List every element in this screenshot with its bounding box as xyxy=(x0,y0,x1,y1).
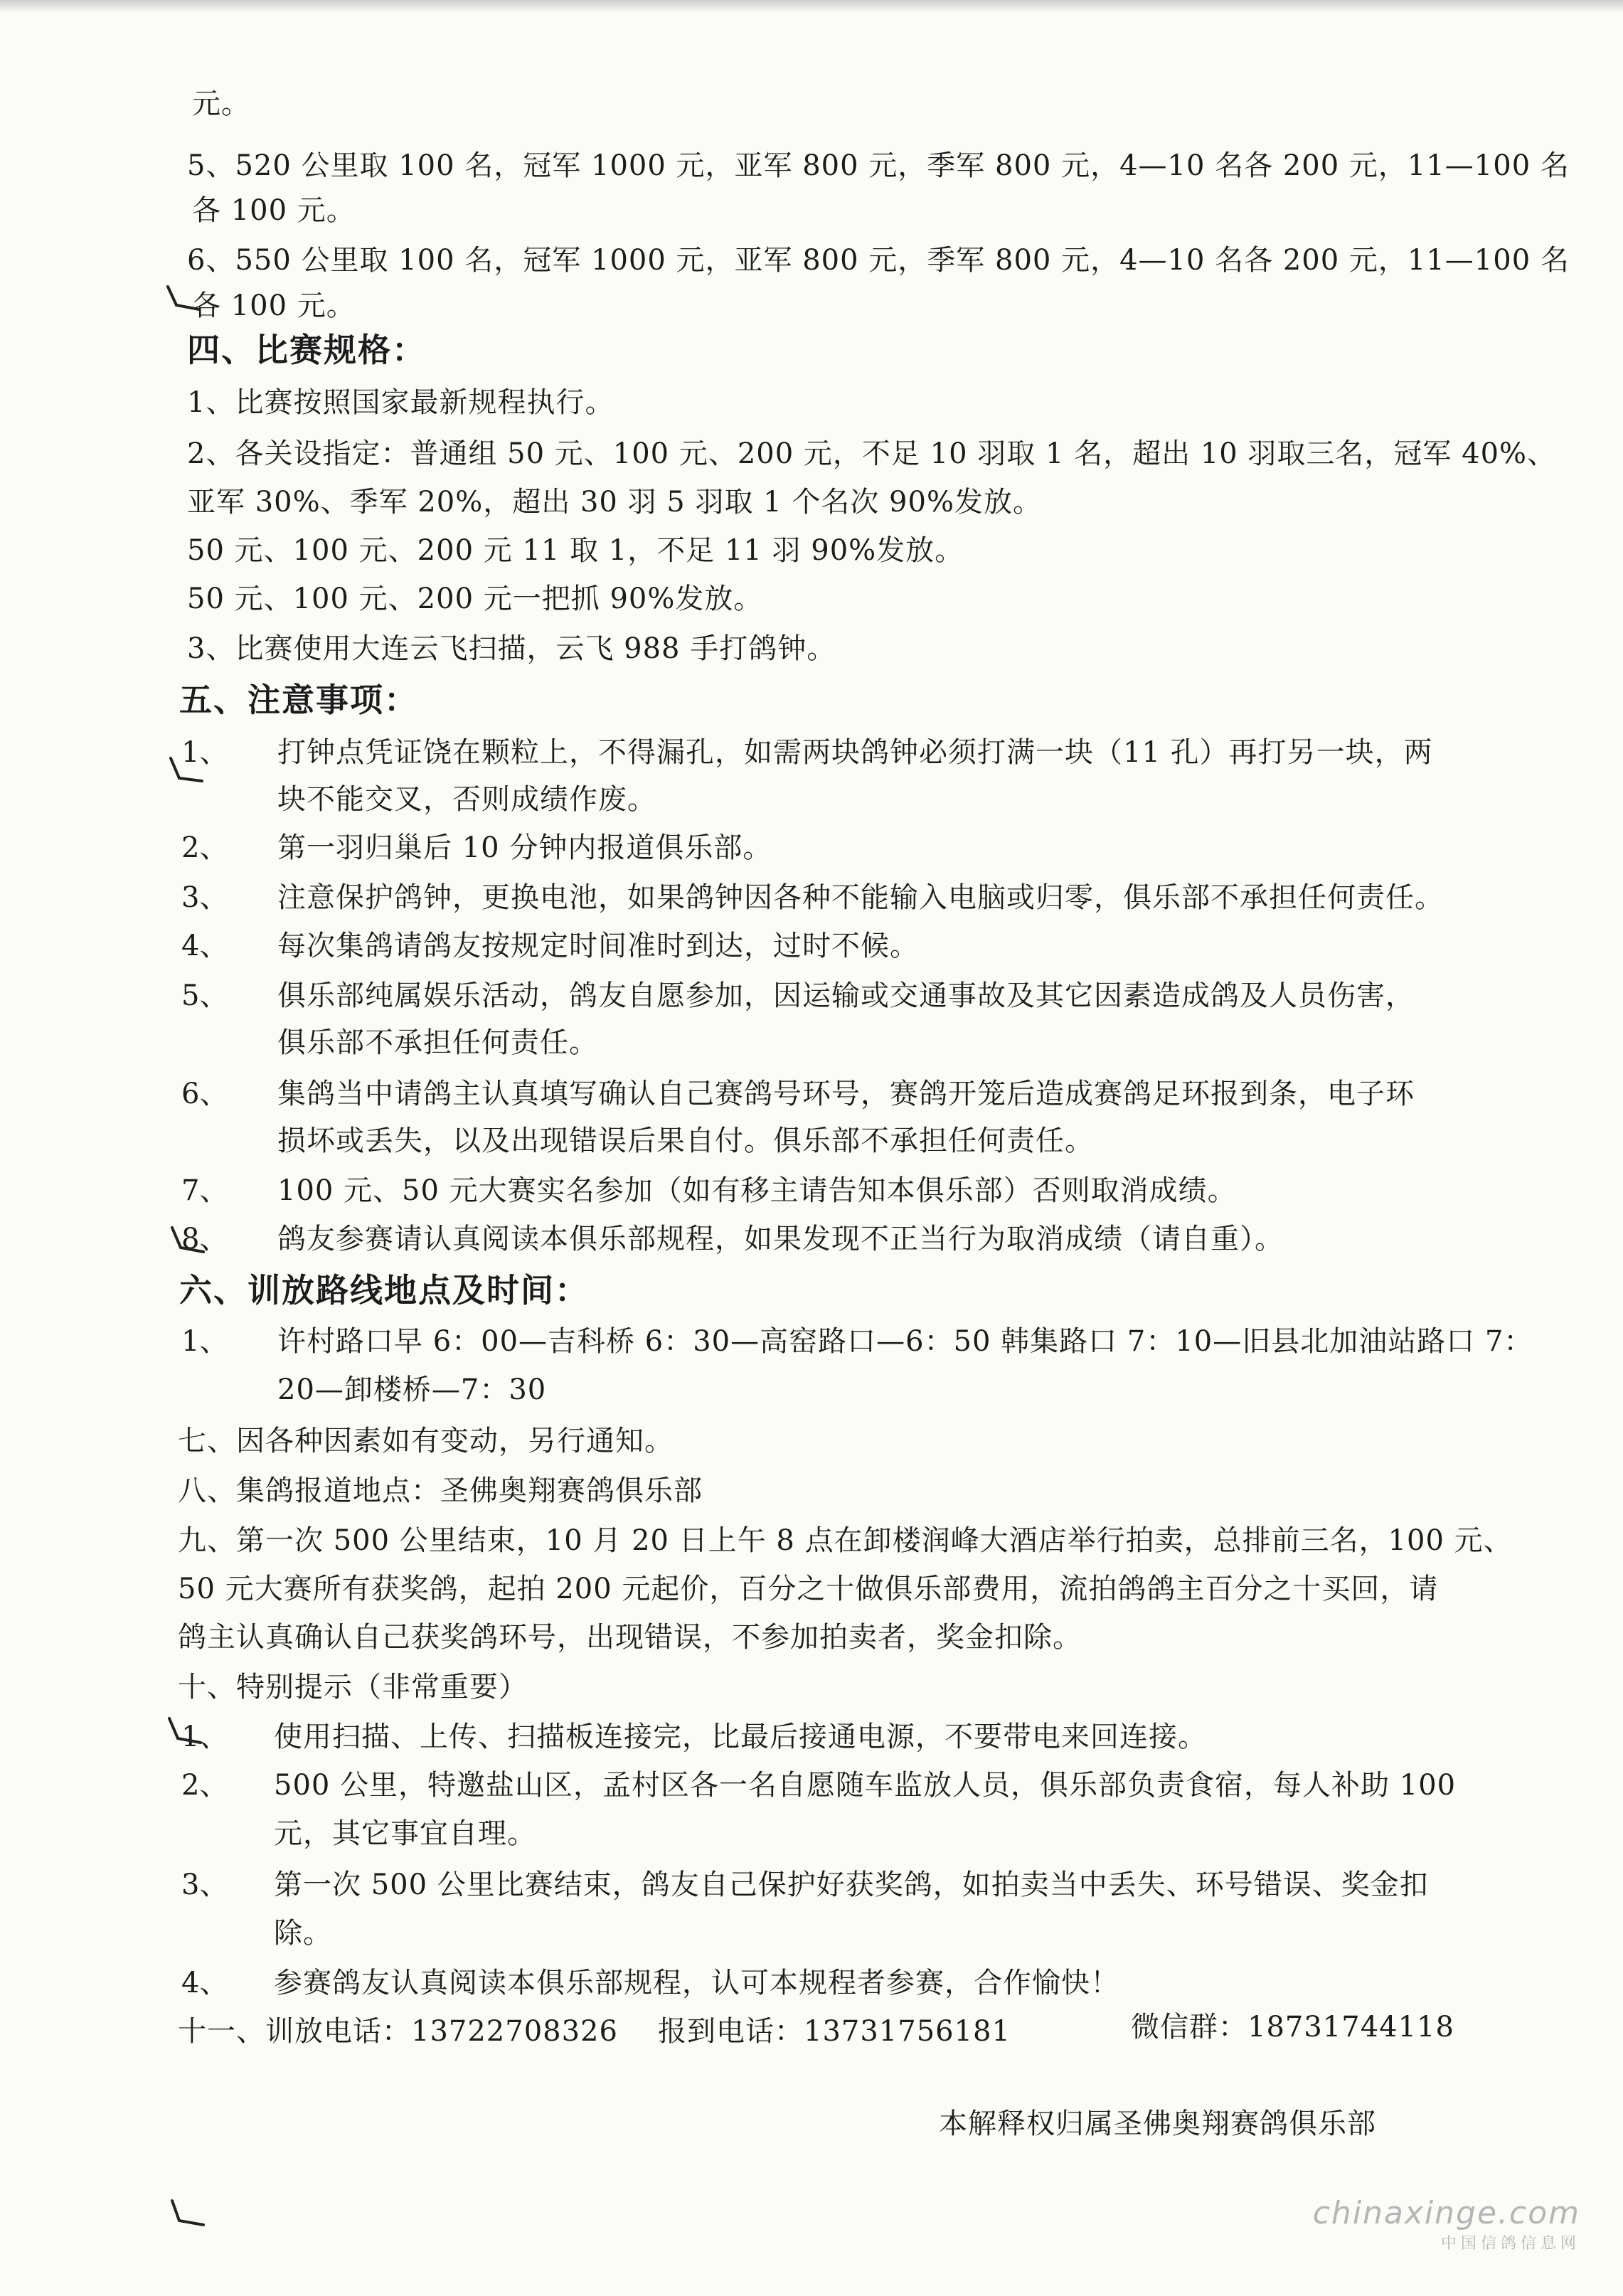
rule-6-line-2: 各 100 元。 xyxy=(192,289,356,322)
notice-4-line-1: 每次集鸽请鸽友按规定时间准时到达，过时不候。 xyxy=(277,930,919,962)
tip-2-line-2: 元，其它事宜自理。 xyxy=(274,1817,536,1850)
site-watermark xyxy=(1313,2195,1580,2253)
notice-6-line-1: 集鸽当中请鸽主认真填写确认自己赛鸽号环号，赛鸽开笼后造成赛鸽足环报到条，电子环 xyxy=(277,1078,1415,1110)
notice-1-line-2: 块不能交叉，否则成绩作废。 xyxy=(277,783,656,816)
tip-4-line-1: 参赛鸽友认真阅读本俱乐部规程，认可本规程者参赛，合作愉快！ xyxy=(274,1967,1119,1999)
rule-continuation: 元。 xyxy=(192,87,250,120)
route-1-number: 1、 xyxy=(181,1325,228,1358)
notice-8-line-1: 鸽友参赛请认真阅读本俱乐部规程，如果发现不正当行为取消成绩（请自重）。 xyxy=(277,1223,1284,1255)
section-8: 八、集鸽报道地点：圣佛奥翔赛鸽俱乐部 xyxy=(178,1474,703,1507)
watermark-subtitle: 中国信鸽信息网 xyxy=(1440,2235,1580,2253)
section-4-item-2-line-4: 50 元、100 元、200 元一把抓 90%发放。 xyxy=(187,583,763,615)
rule-5-line-2: 各 100 元。 xyxy=(192,194,356,227)
tip-3-line-2: 除。 xyxy=(274,1917,332,1950)
section-10-title: 十、特别提示（非常重要） xyxy=(178,1671,528,1704)
tip-2-line-1: 500 公里，特邀盐山区，孟村区各一名自愿随车监放人员，俱乐部负责食宿，每人补助 100 xyxy=(274,1769,1457,1802)
notice-5-line-1: 俱乐部纯属娱乐活动，鸽友自愿参加，因运输或交通事故及其它因素造成鸽及人员伤害， xyxy=(277,979,1415,1012)
section-9-line-1: 九、第一次 500 公里结束，10 月 20 日上午 8 点在卸楼润峰大酒店举行拍卖，总排前三名，100 元、 xyxy=(178,1524,1513,1557)
section-4-item-2-line-1: 2、各关设指定：普通组 50 元、100 元、200 元，不足 10 羽取 1 名，超出 10 羽取三名，冠军 40%、 xyxy=(187,437,1557,470)
notice-5-line-2: 俱乐部不承担任何责任。 xyxy=(277,1026,598,1059)
section-4-title: 四、比赛规格： xyxy=(187,331,426,369)
rule-6-line-1: 6、550 公里取 100 名，冠军 1000 元，亚军 800 元，季军 800 元，4—10 名各 200 元，11—100 名 xyxy=(187,244,1570,277)
notice-5-number: 5、 xyxy=(181,979,228,1012)
notice-3-number: 3、 xyxy=(181,881,228,914)
rule-5-line-1: 5、520 公里取 100 名，冠军 1000 元，亚军 800 元，季军 800 元，4—10 名各 200 元，11—100 名 xyxy=(187,149,1570,182)
notice-3-line-1: 注意保护鸽钟，更换电池，如果鸽钟因各种不能输入电脑或归零，俱乐部不承担任何责任。 xyxy=(277,881,1444,914)
section-4-item-2-line-3: 50 元、100 元、200 元 11 取 1，不足 11 羽 90%发放。 xyxy=(187,534,964,567)
footer-statement: 本解释权归属圣佛奥翔赛鸽俱乐部 xyxy=(939,2108,1376,2140)
section-9-line-3: 鸽主认真确认自己获奖鸽环号，出现错误，不参加拍卖者，奖金扣除。 xyxy=(178,1621,1082,1654)
section-9-line-2: 50 元大赛所有获奖鸽，起拍 200 元起价，百分之十做俱乐部费用，流拍鸽鸽主百分之十买回，请 xyxy=(178,1573,1439,1605)
handwritten-check-mark-icon xyxy=(164,2198,206,2233)
handwritten-check-mark-icon xyxy=(162,281,205,317)
tip-4-number: 4、 xyxy=(181,1967,228,1999)
tip-2-number: 2、 xyxy=(181,1769,228,1802)
route-1-line-1: 许村路口早 6：00—吉科桥 6：30—高窑路口—6：50 韩集路口 7：10—旧县北加油站路口 7： xyxy=(277,1325,1533,1358)
handwritten-check-mark-icon xyxy=(162,1714,205,1750)
notice-2-number: 2、 xyxy=(181,831,228,864)
handwritten-check-mark-icon xyxy=(165,1223,208,1259)
section-5-title: 五、注意事项： xyxy=(179,681,418,719)
wechat-group: 微信群：18731744118 xyxy=(1131,2011,1454,2043)
tip-1-number: 1、 xyxy=(181,1721,228,1753)
handwritten-check-mark-icon xyxy=(164,754,206,790)
section-4-item-1: 1、比赛按照国家最新规程执行。 xyxy=(187,386,614,419)
notice-6-number: 6、 xyxy=(181,1078,228,1110)
watermark-url: chinaxinge.com xyxy=(1312,2195,1580,2231)
tip-1-line-1: 使用扫描、上传、扫描板连接完，比最后接通电源，不要带电来回连接。 xyxy=(274,1721,1207,1753)
notice-7-number: 7、 xyxy=(181,1174,228,1207)
section-4-item-2-line-2: 亚军 30%、季军 20%，超出 30 羽 5 羽取 1 个名次 90%发放。 xyxy=(187,486,1042,519)
scan-edge xyxy=(0,0,1623,13)
notice-2-line-1: 第一羽归巢后 10 分钟内报道俱乐部。 xyxy=(277,831,772,864)
notice-4-number: 4、 xyxy=(181,930,228,962)
tip-3-line-1: 第一次 500 公里比赛结束，鸽友自己保护好获奖鸽，如拍卖当中丢失、环号错误、奖金扣 xyxy=(274,1869,1429,1901)
section-4-item-3: 3、比赛使用大连云飞扫描，云飞 988 手打鸽钟。 xyxy=(187,632,836,665)
route-1-line-2: 20—卸楼桥—7：30 xyxy=(277,1373,547,1406)
section-6-title: 六、训放路线地点及时间： xyxy=(179,1271,589,1309)
notice-6-line-2: 损坏或丢失，以及出现错误后果自付。俱乐部不承担任何责任。 xyxy=(277,1125,1094,1157)
notice-7-line-1: 100 元、50 元大赛实名参加（如有移主请告知本俱乐部）否则取消成绩。 xyxy=(277,1174,1237,1207)
notice-1-number: 1、 xyxy=(181,736,228,769)
report-phone: 报到电话：13731756181 xyxy=(658,2015,1011,2048)
notice-1-line-1: 打钟点凭证饶在颗粒上，不得漏孔，如需两块鸽钟必须打满一块（11 孔）再打另一块，两 xyxy=(277,736,1433,769)
section-7: 七、因各种因素如有变动，另行通知。 xyxy=(178,1425,674,1457)
training-phone: 十一、训放电话：13722708326 xyxy=(178,2015,618,2048)
tip-3-number: 3、 xyxy=(181,1869,228,1901)
notice-8-number: 8、 xyxy=(181,1223,228,1255)
